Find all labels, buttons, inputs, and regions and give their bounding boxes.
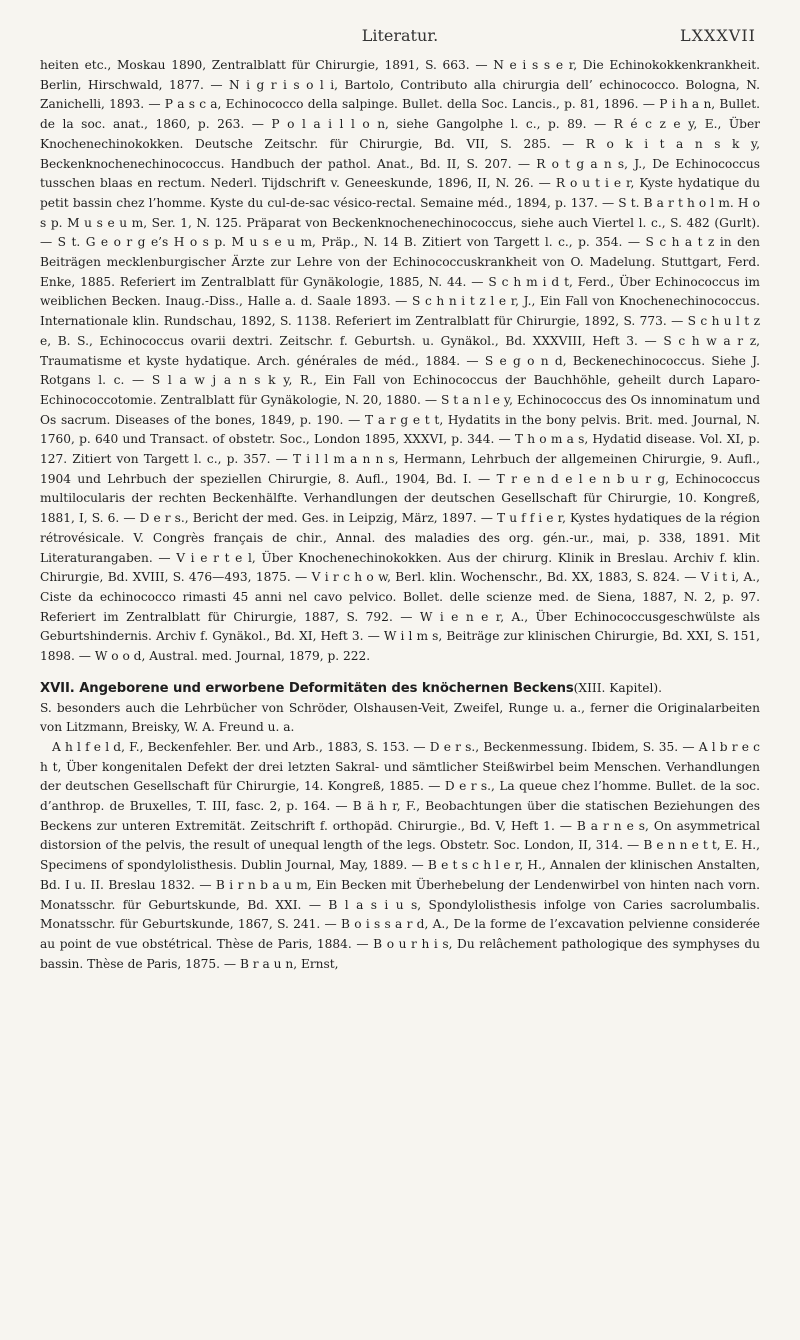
page-number: LXXXVII xyxy=(680,26,756,45)
bibliography-section-17 xyxy=(40,699,760,975)
section-chapter-note: (XIII. Kapitel). xyxy=(573,680,662,695)
running-title: Literatur. xyxy=(361,26,439,45)
section-heading xyxy=(40,679,760,699)
bibliography-paragraph: A h l f e l d, F., Beckenfehler. Ber. und Arb., 1883, S. 153. — D e r s., Beckenmessung. Ibidem, S. 35. — A l b r e c h t, Über kongenitalen Defekt der drei letzten Sakral- und sämtlicher Steißwirbel beim Menschen. Verhandlungen der deutschen Gesellschaft für Chirurgie, 14. Kongreß, 1885. — D e r s., La queue chez l’homme. Bullet. de la soc. d’anthrop. de Bruxelles, T. III, fasc. 2, p. 164. — B ä h r, F., Beobachtungen über die statischen Beziehungen des Beckens zur unteren Extremität. Zeitschrift f. orthopäd. Chirurgie., Bd. V, Heft 1. — B a r n e s, On asymmetrical distorsion of the pelvis, the result of unequal length of the legs. Obstetr. Soc. London, II, 314. — B e n n e t t, E. H., Specimens of spondylolisthesis. Dublin Journal, May, 1889. — B e t s c h l e r, H., Annalen der klinischen Anstalten, Bd. I u. II. Breslau 1832. — B i r n b a u m, Ein Becken mit Überhebelung der Lendenwirbel von hinten nach vorn. Monatsschr. für Geburtskunde, Bd. XXI. — B l a s i u s, Spondylolisthesis infolge von Caries sacrolumbalis. Monatsschr. für Geburtskunde, 1867, S. 241. — B o i s s a r d, A., De la forme de l’excavation pelvienne considerée au point de vue obstétrical. Thèse de Paris, 1884. — B o u r h i s, Du relâchement pathologique des symphyses du bassin. Thèse de Paris, 1875. — B r a u n, Ernst, xyxy=(40,739,760,971)
running-header xyxy=(40,26,760,56)
bibliography-paragraph: heiten etc., Moskau 1890, Zentralblatt für Chirurgie, 1891, S. 663. — N e i s s e r, Die Echinokokkenkrankheit. Berlin, Hirschwald, 1877. — N i g r i s o l i, Bartolo, Contributo alla chirurgia dell’ echinococco. Bologna, N. Zanichelli, 1893. — P a s c a, Echinococco della salpinge. Bullet. della Soc. Lancis., p. 81, 1896. — P i h a n, Bullet. de la soc. anat., 1860, p. 263. — P o l a i l l o n, siehe Gangolphe l. c., p. 89. — R é c z e y, E., Über Knochenechinokokken. Deutsche Zeitschr. für Chirurgie, Bd. VII, S. 285. — R o k i t a n s k y, Beckenknochenechinococcus. Handbuch der pathol. Anat., Bd. II, S. 207. — R o t g a n s, J., De Echinococcus tusschen blaas en rectum. Nederl. Tijdschrift v. Geneeskunde, 1896, II, N. 26. — R o u t i e r, Kyste hydatique du petit bassin chez l’homme. Kyste du cul-de-sac vésico-rectal. Semaine méd., 1894, p. 137. — S t. B a r t h o l m. H o s p. M u s e u m, Ser. 1, N. 125. Präparat von Beckenknochenechinococcus, siehe auch Viertel l. c., S. 482 (Gurlt). — S t. G e o r g e’s H o s p. M u s e u m, Präp., N. 14 B. Zitiert von Targett l. c., p. 354. — S c h a t z in den Beiträgen mecklenburgischer Ärzte zur Lehre von der Echinococcuskrankheit von O. Madelung. Stuttgart, Ferd. Enke, 1885. Referiert im Zentralblatt für Gynäkologie, 1885, N. 44. — S c h m i d t, Ferd., Über Echinococcus im weiblichen Becken. Inaug.-Diss., Halle a. d. Saale 1893. — S c h n i t z l e r, J., Ein Fall von Knochenechinococcus. Internationale klin. Rundschau, 1892, S. 1138. Referiert im Zentralblatt für Chirurgie, 1892, S. 773. — S c h u l t z e, B. S., Echinococcus ovarii dextri. Zeitschr. f. Geburtsh. u. Gynäkol., Bd. XXXVIII, Heft 3. — S c h w a r z, Traumatisme et kyste hydatique. Arch. générales de méd., 1884. — S e g o n d, Beckenechinococcus. Siehe J. Rotgans l. c. — S l a w j a n s k y, R., Ein Fall von Echinococcus der Bauchhöhle, geheilt durch Laparo-Echinococcotomie. Zentralblatt für Gynäkologie, N. 20, 1880. — S t a n l e y, Echinococcus des Os innominatum und Os sacrum. Diseases of the bones, 1849, p. 190. — T a r g e t t, Hydatits in the bony pelvis. Brit. med. Journal, N. 1760, p. 640 und Transact. of obstetr. Soc., London 1895, XXXVI, p. 344. — T h o m a s, Hydatid disease. Vol. XI, p. 127. Zitiert von Targett l. c., p. 357. — T i l l m a n n s, Hermann, Lehrbuch der allgemeinen Chirurgie, 9. Aufl., 1904 und Lehrbuch der speziellen Chirurgie, 8. Aufl., 1904, Bd. I. — T r e n d e l e n b u r g, Echinococcus multilocularis der rechten Beckenhälfte. Verhandlungen der deutschen Gesellschaft für Chirurgie, 10. Kongreß, 1881, I, S. 6. — D e r s., Bericht der med. Ges. in Leipzig, März, 1897. — T u f f i e r, Kystes hydatiques de la région rétrovésicale. V. Congrès français de chir., Annal. des maladies des org. gén.-ur., mai, p. 338, 1891. Mit Literaturangaben. — V i e r t e l, Über Knochenechinokokken. Aus der chirurg. Klinik in Breslau. Archiv f. klin. Chirurgie, Bd. XVIII, S. 476—493, 1875. — V i r c h o w, Berl. klin. Wochenschr., Bd. XX, 1883, S. 824. — V i t i, A., Ciste da echinococco rimasti 45 anni nel cavo pelvico. Bollet. delle scienze med. de Siena, 1887, N. 2, p. 97. Referiert im Zentralblatt für Chirurgie, 1887, S. 792. — W i e n e r, A., Über Echinococcusgeschwülste als Geburtshindernis. Archiv f. Gynäkol., Bd. XI, Heft 3. — W i l m s, Beiträge zur klinischen Chirurgie, Bd. XXI, S. 151, 1898. — W o o d, Austral. med. Journal, 1879, p. 222. xyxy=(40,58,760,664)
section-intro: S. besonders auch die Lehrbücher von Schröder, Olshausen-Veit, Zweifel, Runge u. a., ferner die Originalarbeiten von Litzmann, Breisky, W. A. Freund u. a. xyxy=(40,700,760,735)
bibliography-section-16 xyxy=(40,56,760,667)
section-title: XVII. Angeborene und erworbene Deformitäten des knöchernen Beckens xyxy=(40,680,574,696)
